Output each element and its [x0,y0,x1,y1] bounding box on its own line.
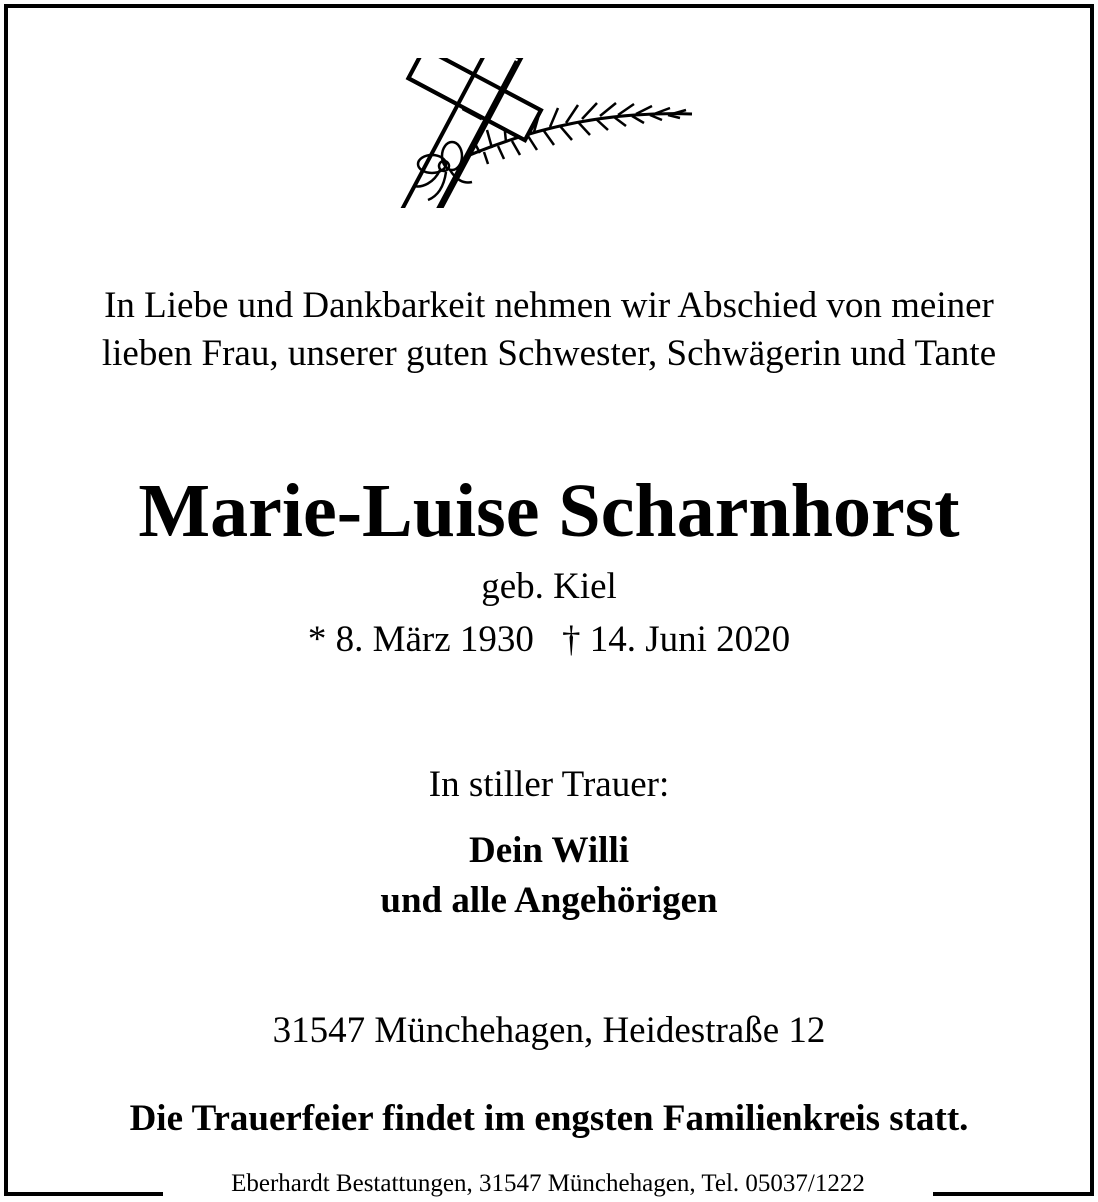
birth-date: * 8. März 1930 [307,619,534,660]
life-dates [0,617,1098,663]
funeral-home-footer: Eberhardt Bestattungen, 31547 Münchehagen, Tel. 05037/1222 [163,1166,933,1202]
death-date: † 14. Juni 2020 [561,619,791,660]
address: 31547 Münchehagen, Heidestraße 12 [272,1010,826,1051]
ceremony-note: Die Trauerfeier findet im engsten Familienkreis statt. [129,1098,969,1139]
mourners [0,826,1098,926]
cross-with-palm-icon [392,58,712,208]
deceased-name: Marie-Luise Scharnhorst [138,469,960,553]
intro-line-2: lieben Frau, unserer guten Schwester, Schwägerin und Tante [101,333,997,374]
maiden-name: geb. Kiel [481,566,617,607]
intro-line-1: In Liebe und Dankbarkeit nehmen wir Abschied von meiner [104,285,994,326]
mourners-line-2: und alle Angehörigen [380,880,718,921]
mourning-label: In stiller Trauer: [428,764,670,805]
mourners-line-1: Dein Willi [468,830,630,871]
intro-text [0,282,1098,378]
